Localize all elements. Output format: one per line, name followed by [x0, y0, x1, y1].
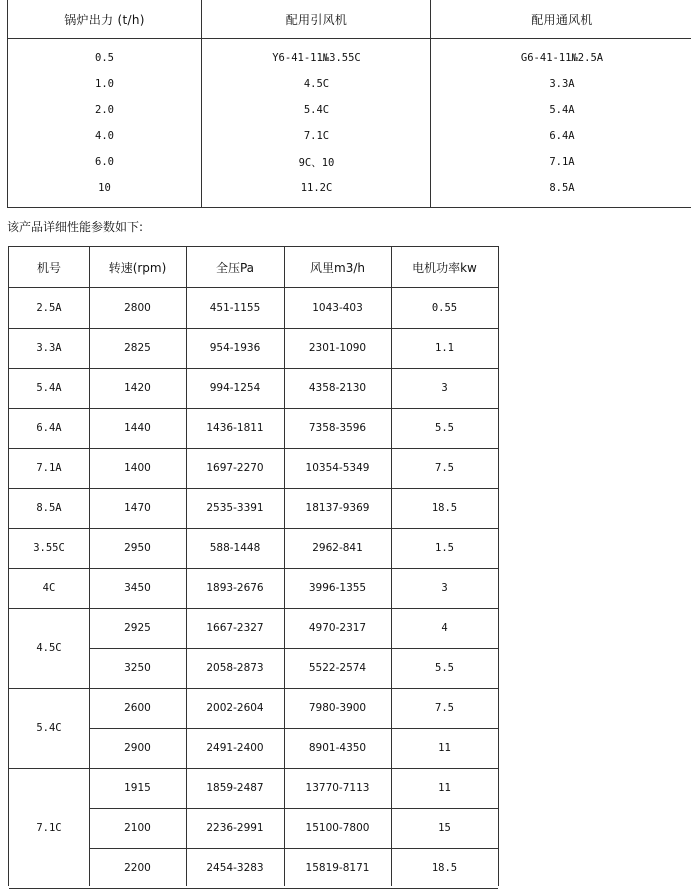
power-cell: 1.1	[435, 342, 454, 354]
model-cell: 8.5A	[36, 502, 62, 514]
pressure-cell: 2491-2400	[206, 742, 264, 754]
table-cell: 1.0	[95, 78, 114, 90]
airflow-cell: 1043-403	[312, 302, 363, 314]
pressure-cell: 588-1448	[209, 542, 261, 554]
airflow-cell: 7358-3596	[308, 422, 367, 434]
model-cell: 5.4C	[36, 722, 62, 734]
header-boiler-output: 锅炉出力 (t/h)	[8, 0, 201, 39]
model-cell: 3.3A	[36, 342, 62, 354]
table-cell: 3.3A	[549, 78, 575, 90]
speed-cell: 1470	[124, 502, 151, 514]
table-cell: G6-41-11№2.5A	[520, 52, 604, 64]
speed-cell: 2825	[124, 342, 151, 354]
airflow-cell: 10354-5349	[305, 462, 370, 474]
header-airflow: 风里m3/h	[310, 260, 365, 275]
boiler-output-column	[8, 0, 201, 207]
power-cell: 7.5	[435, 462, 454, 474]
table-cell: 5.4C	[303, 104, 330, 116]
header-induced-fan: 配用引风机	[202, 0, 431, 39]
table-cell: 7.1C	[303, 130, 330, 142]
table-cell: 4.0	[95, 130, 114, 142]
table-cell: 7.1A	[549, 156, 575, 168]
airflow-cell: 15819-8171	[305, 862, 370, 874]
power-cell: 0.55	[431, 302, 458, 314]
power-cell: 3	[441, 382, 448, 394]
model-cell: 5.4A	[36, 382, 62, 394]
speed-cell: 3450	[124, 582, 151, 594]
induced-fan-column	[201, 0, 431, 207]
airflow-cell: 5522-2574	[308, 662, 367, 674]
pressure-cell: 2236-2991	[206, 822, 264, 834]
table-cell: 11.2C	[300, 182, 333, 194]
header-motor-power: 电机功率kw	[412, 260, 477, 275]
table-cell: 10	[98, 182, 111, 194]
power-cell: 18.5	[431, 502, 458, 514]
speed-cell: 2950	[124, 542, 151, 554]
speed-cell: 2200	[124, 862, 151, 874]
pressure-cell: 1667-2327	[206, 622, 264, 634]
speed-cell: 1400	[124, 462, 151, 474]
power-cell: 15	[438, 822, 451, 834]
airflow-cell: 8901-4350	[308, 742, 367, 754]
intro-text: 该产品详细性能参数如下:	[7, 220, 144, 234]
model-cell: 4C	[42, 582, 56, 594]
table-cell: 6.4A	[549, 130, 575, 142]
speed-cell: 3250	[124, 662, 151, 674]
airflow-cell: 4970-2317	[308, 622, 367, 634]
power-cell: 7.5	[435, 702, 454, 714]
speed-cell: 2800	[124, 302, 151, 314]
airflow-cell: 3996-1355	[308, 582, 367, 594]
pressure-cell: 2454-3283	[206, 862, 264, 874]
header-blower-fan: 配用通风机	[431, 0, 691, 39]
pressure-cell: 451-1155	[209, 302, 261, 314]
airflow-cell: 18137-9369	[305, 502, 370, 514]
model-cell: 2.5A	[36, 302, 62, 314]
pressure-cell: 994-1254	[209, 382, 261, 394]
table-cell: 5.4A	[549, 104, 575, 116]
speed-cell: 1420	[124, 382, 151, 394]
pressure-cell: 2002-2604	[206, 702, 264, 714]
model-cell: 3.55C	[33, 542, 65, 554]
model-cell: 4.5C	[36, 642, 62, 654]
model-cell: 7.1A	[36, 462, 62, 474]
pressure-cell: 1893-2676	[206, 582, 264, 594]
airflow-cell: 13770-7113	[305, 782, 370, 794]
airflow-cell: 2962-841	[312, 542, 363, 554]
header-speed: 转速(rpm)	[108, 260, 167, 275]
power-cell: 1.5	[435, 542, 454, 554]
power-cell: 5.5	[435, 662, 454, 674]
pressure-cell: 954-1936	[209, 342, 261, 354]
airflow-cell: 2301-1090	[308, 342, 367, 354]
header-model: 机号	[36, 260, 61, 275]
table-cell: 2.0	[95, 104, 114, 116]
model-cell: 7.1C	[36, 822, 62, 834]
table-cell: 9C、10	[298, 156, 335, 169]
power-cell: 3	[441, 582, 448, 594]
table-cell: 6.0	[95, 156, 114, 168]
speed-cell: 2900	[124, 742, 151, 754]
power-cell: 11	[438, 742, 451, 754]
speed-cell: 2100	[124, 822, 151, 834]
pressure-cell: 1697-2270	[206, 462, 264, 474]
table-cell: 4.5C	[303, 78, 330, 90]
airflow-cell: 4358-2130	[308, 382, 367, 394]
pressure-cell: 2058-2873	[206, 662, 264, 674]
table-cell: Y6-41-11№3.55C	[272, 52, 361, 64]
power-cell: 11	[438, 782, 451, 794]
speed-cell: 2600	[124, 702, 151, 714]
blower-fan-column	[430, 0, 691, 207]
speed-cell: 1915	[124, 782, 151, 794]
table-cell: 8.5A	[549, 182, 575, 194]
pressure-cell: 2535-3391	[206, 502, 264, 514]
power-cell: 5.5	[435, 422, 454, 434]
power-cell: 18.5	[431, 862, 458, 874]
table-cell: 0.5	[95, 52, 114, 64]
speed-cell: 2925	[124, 622, 151, 634]
airflow-cell: 7980-3900	[308, 702, 367, 714]
power-cell: 4	[441, 622, 448, 634]
airflow-cell: 15100-7800	[305, 822, 370, 834]
pressure-cell: 1436-1811	[206, 422, 264, 434]
header-pressure: 全压Pa	[215, 260, 255, 275]
pressure-cell: 1859-2487	[206, 782, 264, 794]
performance-table	[8, 246, 499, 886]
speed-cell: 1440	[124, 422, 151, 434]
model-cell: 6.4A	[36, 422, 62, 434]
boiler-fan-table	[7, 0, 691, 208]
